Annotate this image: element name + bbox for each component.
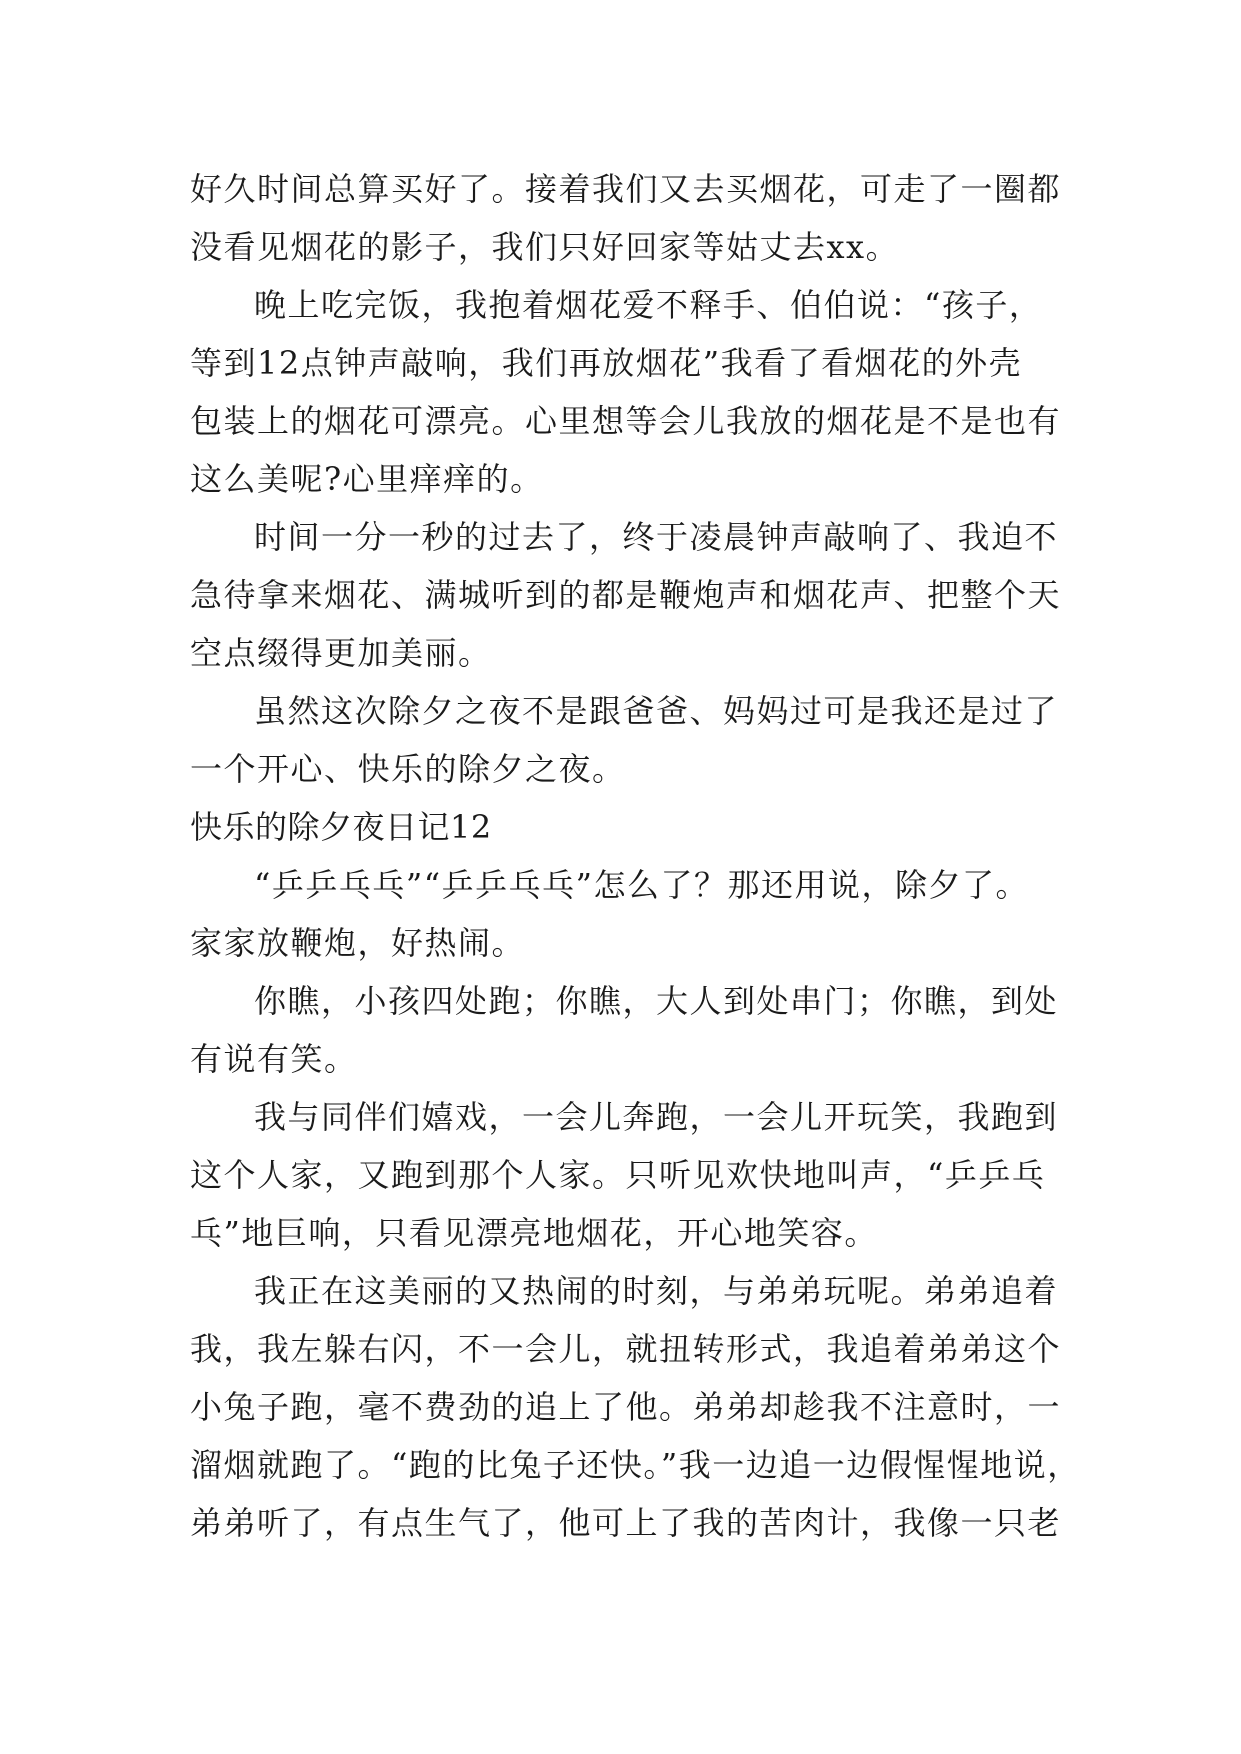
text-line: 这个人家，又跑到那个人家。只听见欢快地叫声，“乒乒乓	[190, 1156, 1046, 1194]
text-line: 乓”地巨响，只看见漂亮地烟花，开心地笑容。	[190, 1214, 878, 1252]
text-line: 小兔子跑，毫不费劲的追上了他。弟弟却趁我不注意时，一	[190, 1388, 1062, 1426]
text-line: 你瞧，小孩四处跑；你瞧，大人到处串门；你瞧，到处	[254, 982, 1059, 1020]
text-line: 我与同伴们嬉戏，一会儿奔跑，一会儿开玩笑，我跑到	[254, 1098, 1059, 1136]
text-line: 一个开心、快乐的除夕之夜。	[190, 750, 626, 788]
text-line: 时间一分一秒的过去了，终于凌晨钟声敲响了、我迫不	[254, 518, 1059, 556]
text-line: “乒乒乓乓”“乒乒乓乓”怎么了？那还用说，除夕了。	[254, 866, 1029, 904]
text-line: 晚上吃完饭，我抱着烟花爱不释手、伯伯说：“孩子，	[254, 286, 1043, 324]
document-body	[190, 160, 1080, 1552]
text-line: 空点缀得更加美丽。	[190, 634, 492, 672]
text-line: 等到12点钟声敲响，我们再放烟花”我看了看烟花的外壳	[190, 344, 1023, 382]
text-line: 我正在这美丽的又热闹的时刻，与弟弟玩呢。弟弟追着	[254, 1272, 1059, 1310]
text-line: 弟弟听了，有点生气了，他可上了我的苦肉计，我像一只老	[190, 1504, 1062, 1542]
text-line: 包装上的烟花可漂亮。心里想等会儿我放的烟花是不是也有	[190, 402, 1062, 440]
section-title: 快乐的除夕夜日记12	[190, 808, 492, 846]
text-line: 这么美呢?心里痒痒的。	[190, 460, 544, 498]
text-line: 急待拿来烟花、满城听到的都是鞭炮声和烟花声、把整个天	[190, 576, 1062, 614]
text-line: 有说有笑。	[190, 1040, 358, 1078]
text-line: 没看见烟花的影子，我们只好回家等姑丈去xx。	[190, 228, 900, 266]
text-line: 虽然这次除夕之夜不是跟爸爸、妈妈过可是我还是过了	[254, 692, 1059, 730]
text-line: 家家放鞭炮，好热闹。	[190, 924, 526, 962]
text-line: 我，我左躲右闪，不一会儿，就扭转形式，我追着弟弟这个	[190, 1330, 1062, 1368]
text-line: 好久时间总算买好了。接着我们又去买烟花，可走了一圈都	[190, 170, 1062, 208]
text-line: 溜烟就跑了。“跑的比兔子还快。”我一边追一边假惺惺地说，	[190, 1446, 1081, 1484]
